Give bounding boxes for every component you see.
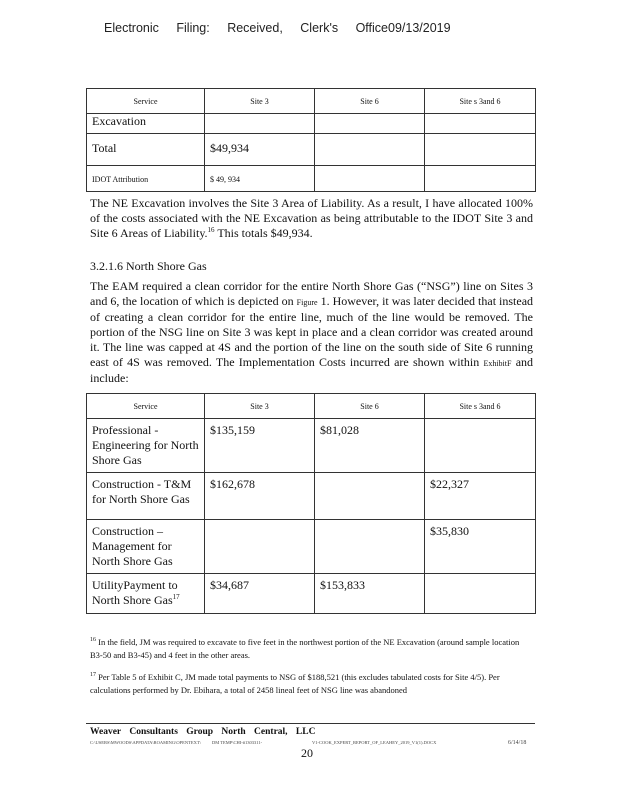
section-heading: 3.2.1.6 North Shore Gas xyxy=(90,259,207,273)
figure-reference: Figure xyxy=(296,298,318,307)
service-cell: Construction - T&M for North Shore Gas xyxy=(87,473,205,520)
service-cell: Professional - Engineering for North Shore Gas xyxy=(87,419,205,473)
table-row xyxy=(87,114,536,134)
site6-cell: $81,028 xyxy=(315,419,425,473)
site36-cell xyxy=(425,574,536,614)
footnote-text: Per Table 5 of Exhibit C, JM made total payments to NSG of $188,521 (this excludes tabulated costs for Site 4/5). Per calculations performed by Dr. Ebihara, a total of 2458 lineal feet of NSG line was abandoned xyxy=(90,671,500,695)
table-row xyxy=(87,166,536,192)
excavation-cost-table xyxy=(86,88,536,192)
site3-cell: $34,687 xyxy=(205,574,315,614)
site3-cell: $135,159 xyxy=(205,419,315,473)
column-header: Service xyxy=(87,394,205,419)
column-header: Site s 3and 6 xyxy=(425,89,536,114)
paragraph-text: and include: xyxy=(90,355,534,385)
footnote-number: 17 xyxy=(90,672,96,678)
footnote-number: 16 xyxy=(90,637,96,643)
site6-cell xyxy=(315,473,425,520)
column-header: Site 6 xyxy=(315,89,425,114)
site6-cell xyxy=(315,520,425,574)
north-shore-gas-cost-table xyxy=(86,393,536,614)
site6-cell xyxy=(315,114,425,134)
site3-cell: $162,678 xyxy=(205,473,315,520)
header-word: Received, xyxy=(227,21,283,35)
site6-cell: $153,833 xyxy=(315,574,425,614)
header-word: Electronic xyxy=(104,21,159,35)
site36-cell: $22,327 xyxy=(425,473,536,520)
footer-file-path: C:\USERS\MWOODS\APPDATA\ROAMING\OPENTEXT\ xyxy=(90,740,201,745)
footnote-ref: 16 xyxy=(207,226,215,234)
column-header: Service xyxy=(87,89,205,114)
ne-excavation-paragraph xyxy=(90,196,533,241)
table-header-row xyxy=(87,89,536,114)
footer-file-path: DM TEMP\CHI-#1303311- xyxy=(212,740,263,745)
footnote xyxy=(90,669,532,697)
footnote-text: In the field, JM was required to excavate to five feet in the northwest portion of the NE Excavation (around sample location B3-50 and B3-45) and 4 feet in the other areas. xyxy=(90,636,520,660)
header-word: Filing: xyxy=(176,21,210,35)
footer-company: Weaver Consultants Group North Central, LLC xyxy=(90,727,316,737)
exhibit-reference: ExhibitF xyxy=(483,359,512,368)
table-header-row xyxy=(87,394,536,419)
site3-cell xyxy=(205,114,315,134)
site36-cell xyxy=(425,419,536,473)
site6-cell xyxy=(315,134,425,166)
site3-cell: $ 49, 934 xyxy=(205,166,315,192)
column-header: Site s 3and 6 xyxy=(425,394,536,419)
table-row xyxy=(87,419,536,473)
site36-cell xyxy=(425,134,536,166)
table-row xyxy=(87,473,536,520)
header-word: Office09/13/2019 xyxy=(355,21,451,35)
footer-file-path: V1-COOK_EXPERT_REPORT_OF_LEAHEY_2019_V1(1).DOCX xyxy=(312,740,437,745)
site36-cell xyxy=(425,114,536,134)
paragraph-text: The EAM required a clean corridor for the entire North Shore Gas (“NSG”) line on Sites 3 and 6, the location of which is depicted on xyxy=(90,279,533,308)
table-row xyxy=(87,134,536,166)
north-shore-gas-paragraph xyxy=(90,279,533,386)
footnote-ref: 17 xyxy=(172,593,180,601)
table-row xyxy=(87,520,536,574)
service-cell xyxy=(87,574,205,614)
service-cell: IDOT Attribution xyxy=(87,166,205,192)
column-header: Site 6 xyxy=(315,394,425,419)
service-cell: Total xyxy=(87,134,205,166)
service-cell: Excavation xyxy=(87,114,205,134)
site36-cell xyxy=(425,166,536,192)
site36-cell: $35,830 xyxy=(425,520,536,574)
footnote xyxy=(90,634,532,662)
column-header: Site 3 xyxy=(205,89,315,114)
site3-cell xyxy=(205,520,315,574)
header-word: Clerk's xyxy=(300,21,339,35)
service-cell: Construction – Management for North Shore Gas xyxy=(87,520,205,574)
efiling-header xyxy=(104,21,465,35)
site3-cell: $49,934 xyxy=(205,134,315,166)
page-number: 20 xyxy=(301,746,313,760)
footer-divider xyxy=(86,723,535,724)
table-row xyxy=(87,574,536,614)
paragraph-text: This totals $49,934. xyxy=(214,226,313,240)
paragraph-text: The NE Excavation involves the Site 3 Area of Liability. As a result, I have allocated 100% of the costs associated with the NE Excavation as being attributable to the IDOT Site 3 and Site 6 Areas of Liability. xyxy=(90,196,533,240)
column-header: Site 3 xyxy=(205,394,315,419)
paragraph-text: 1. However, it was later decided that instead of creating a clean corridor for the entire line, much of the line would be removed. The portion of the NSG line on Site 3 was kept in place and a clean corridor was created around it. The line was capped at 4S and the portion of the line on the south side of Site 6 running east of 4S was removed. The Implementation Costs incurred are shown within xyxy=(90,294,534,369)
service-label: UtilityPayment to North Shore Gas xyxy=(92,578,178,607)
footer-date: 6/14/18 xyxy=(508,740,527,746)
site6-cell xyxy=(315,166,425,192)
